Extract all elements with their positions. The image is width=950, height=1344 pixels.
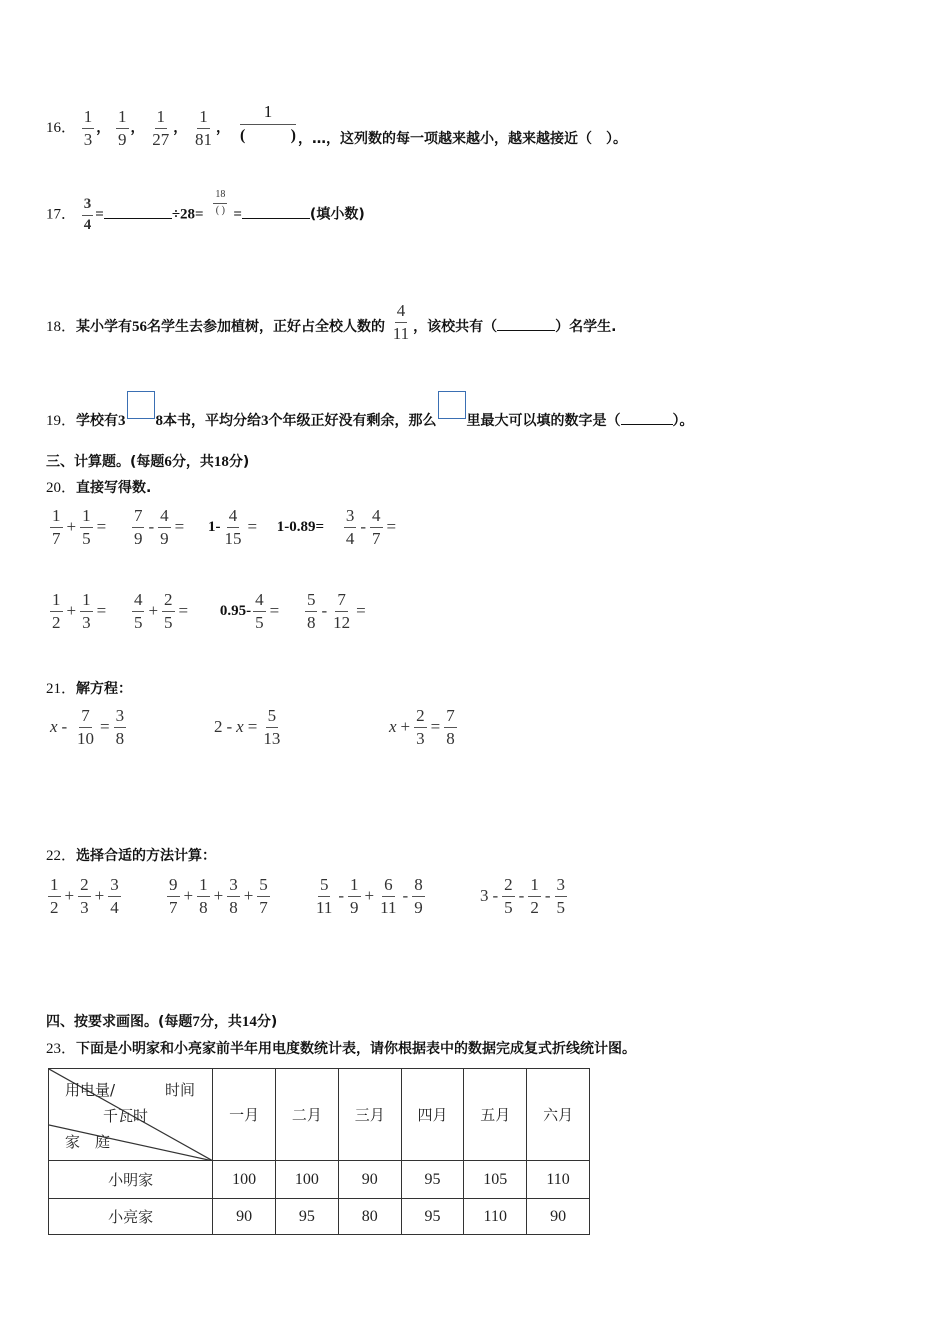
- table-cell: 95: [401, 1199, 464, 1235]
- table-cell: 110: [464, 1199, 527, 1235]
- expression: $\frac{1}{7}$ + $\frac{1}{5}$ =: [52, 506, 107, 548]
- fraction: $\frac{1}{9}$: [118, 107, 127, 149]
- header-time-label: 时间: [165, 1081, 196, 1099]
- month-header: 六月: [527, 1069, 590, 1161]
- fraction: $\frac{1}{27}$: [152, 107, 170, 149]
- table-cell: 90: [527, 1199, 590, 1235]
- question-23: 23．下面是小明家和小亮家前半年用电度数统计表，请你根据表中的数据完成复式折线统计图。: [46, 1041, 637, 1057]
- question-19: 19．学校有3 8本书，平均分给3个年级正好没有剩余，那么 里最大可以填的数字是（ ）。: [46, 401, 694, 430]
- blank-fraction[interactable]: 1 ( ): [240, 102, 296, 144]
- answer-blank[interactable]: [104, 218, 172, 219]
- digit-box-reference: [438, 391, 466, 419]
- table-cell: 95: [276, 1199, 339, 1235]
- table-cell: 100: [276, 1161, 339, 1199]
- table-cell: 90: [338, 1161, 401, 1199]
- month-header: 二月: [276, 1069, 339, 1161]
- question-number: 16．: [46, 119, 77, 136]
- expression: $\frac{1}{2}$ + $\frac{1}{3}$ =: [52, 590, 107, 632]
- q20-row-2: [48, 591, 368, 632]
- row-label: 小明家: [49, 1161, 213, 1199]
- table-row: [49, 1161, 590, 1199]
- q20-row-1: [48, 507, 398, 548]
- answer-blank[interactable]: [621, 424, 673, 425]
- blank-numerator: 1: [240, 102, 296, 125]
- expression: $\frac{4}{5}$ + $\frac{2}{5}$ =: [133, 590, 189, 632]
- expression-22-4: 3 - $\frac{2}{5}$ - $\frac{1}{2}$ - $\frac{3}{5}$: [480, 875, 566, 917]
- question-22-title: 22．选择合适的方法计算：: [46, 848, 217, 864]
- table-cell: 105: [464, 1161, 527, 1199]
- expression: $\frac{3}{4}$ - $\frac{4}{7}$ =: [345, 506, 397, 548]
- expression: 1-0.89=: [276, 518, 325, 535]
- row-label: 小亮家: [49, 1199, 213, 1235]
- month-header: 一月: [213, 1069, 276, 1161]
- section-3-title: 三、计算题。(每题6分，共18分): [46, 454, 250, 470]
- fraction: $\frac{1}{3}$: [83, 107, 93, 149]
- equation-2: 2 - x = $\frac{5}{13}$: [214, 706, 281, 748]
- diagonal-header-cell: [49, 1069, 213, 1161]
- fraction: $\frac{1}{81}$: [195, 107, 213, 149]
- header-family-label: 家 庭: [65, 1133, 111, 1151]
- header-unit-label: 千瓦时: [103, 1107, 149, 1125]
- expression-22-2: $\frac{9}{7}$ + $\frac{1}{8}$ + $\frac{3}{8}$ + $\frac{5}{7}$: [169, 875, 268, 917]
- answer-blank[interactable]: [242, 218, 310, 219]
- question-16-text: ，…，这列数的每一项越来越小，越来越接近（ ）。: [298, 131, 627, 147]
- month-header: 四月: [401, 1069, 464, 1161]
- table-cell: 110: [527, 1161, 590, 1199]
- question-16: 16． $\frac{1}{3}$ ， $\frac{1}{9}$ ， $\frac{1}{27}$ ， $\frac{1}{81}$ ，: [46, 107, 231, 149]
- equation-3: x + $\frac{2}{3}$ = $\frac{7}{8}$: [389, 706, 455, 748]
- fraction-4-11: $\frac{4}{11}$: [392, 301, 410, 343]
- question-20-title: 20．直接写得数.: [46, 480, 152, 496]
- digit-box[interactable]: [127, 391, 155, 419]
- fraction-18-blank: $\frac{18}{( )}$: [215, 189, 226, 216]
- table-cell: 95: [401, 1161, 464, 1199]
- electricity-table: [48, 1068, 590, 1235]
- question-18: 18．某小学有56名学生去参加植树，正好占全校人数的 $\frac{4}{11}$ ，该校共有（ ）名学生.: [46, 301, 617, 343]
- month-header: 五月: [464, 1069, 527, 1161]
- expression-22-3: $\frac{5}{11}$ - $\frac{1}{9}$ + $\frac{6}{11}$ - $\frac{8}{9}$: [316, 875, 423, 917]
- expression: 0.95- $\frac{4}{5}$ =: [219, 590, 280, 632]
- header-usage-label: 用电量/: [65, 1081, 116, 1099]
- fraction-3-4: $\frac{3}{4}$: [83, 196, 92, 233]
- month-header: 三月: [338, 1069, 401, 1161]
- equation-1: x - $\frac{7}{10}$ = $\frac{3}{8}$: [50, 706, 125, 748]
- answer-blank[interactable]: [497, 330, 555, 331]
- expression: $\frac{7}{9}$ - $\frac{4}{9}$ =: [133, 506, 185, 548]
- table-cell: 80: [338, 1199, 401, 1235]
- question-17: 17． $\frac{3}{4}$ = ÷28= $\frac{18}{( )}$ = (填小数): [46, 189, 365, 233]
- expression: 1- $\frac{4}{15}$ =: [207, 506, 258, 548]
- question-21-title: 21．解方程：: [46, 681, 133, 697]
- table-cell: 100: [213, 1161, 276, 1199]
- expression: $\frac{5}{8}$ - $\frac{7}{12}$ =: [306, 590, 366, 632]
- table-row: [49, 1199, 590, 1235]
- expression-22-1: $\frac{1}{2}$ + $\frac{2}{3}$ + $\frac{3}{4}$: [50, 875, 119, 917]
- table-cell: 90: [213, 1199, 276, 1235]
- section-4-title: 四、按要求画图。(每题7分，共14分): [46, 1014, 278, 1030]
